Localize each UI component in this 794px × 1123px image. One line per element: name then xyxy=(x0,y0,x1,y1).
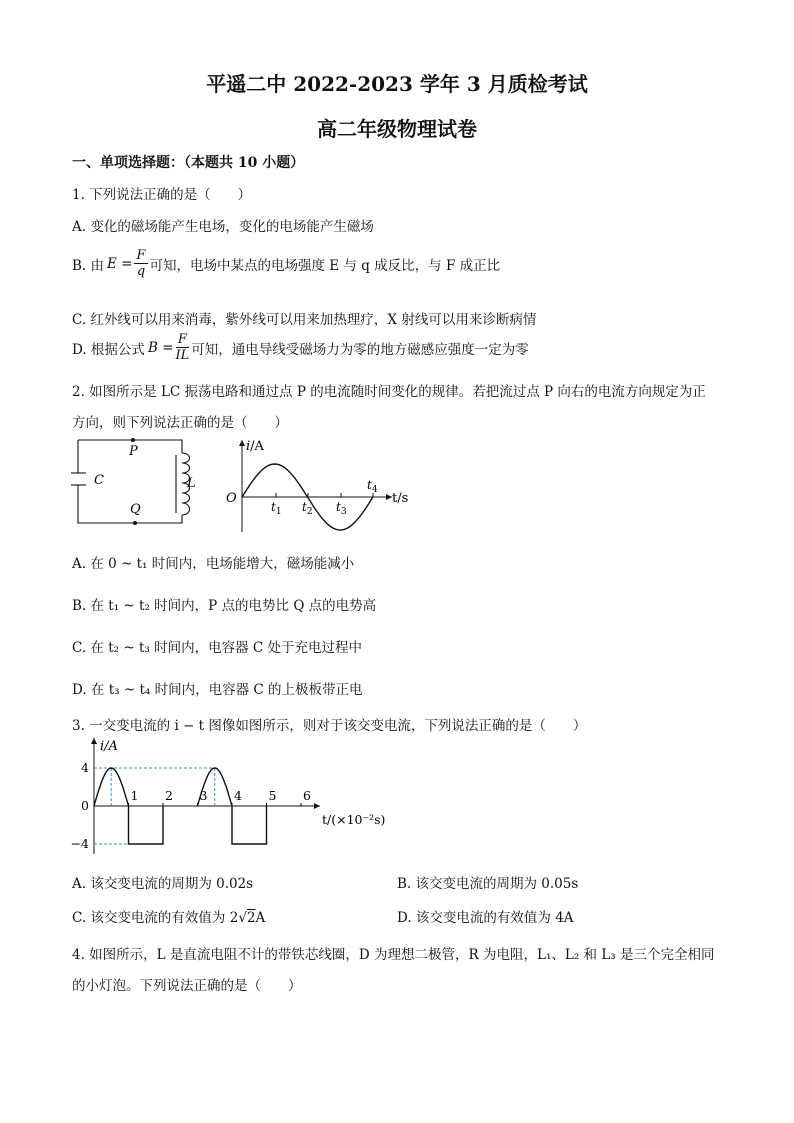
graph-t1-label: $t_1$ xyxy=(271,500,282,517)
label-c: C xyxy=(94,473,104,488)
q1-option-b xyxy=(72,248,500,279)
label-p: P xyxy=(129,444,138,459)
node-q-dot xyxy=(133,521,137,525)
q3-option-b: B. 该交变电流的周期为 0.05s xyxy=(397,876,579,892)
q4-stem-line2: 的小灯泡。下列说法正确的是（ ） xyxy=(72,978,302,994)
q1-stem: 1. 下列说法正确的是（ ） xyxy=(72,187,252,203)
lc-circuit-diagram xyxy=(70,435,200,527)
q3-x-tick-label-6: 6 xyxy=(303,788,311,803)
graph-origin-label: O xyxy=(226,491,237,506)
q2-stem-line1: 2. 如图所示是 LC 振荡电路和通过点 P 的电流随时间变化的规律。若把流过点 P 向右的电流方向规定为正 xyxy=(72,384,706,400)
q1-b-suffix: 可知，电场中某点的电场强度 E 与 q 成反比，与 F 成正比 xyxy=(149,257,501,274)
paper-subtitle: 高二年级物理试卷 xyxy=(317,117,477,141)
q3-c-prefix: C. 该交变电流的有效值为 2 xyxy=(72,910,239,926)
q1-d-equation: B = xyxy=(147,339,174,356)
q3-stem: 3. 一交变电流的 i − t 图像如图所示，则对于该交变电流，下列说法正确的是（ ） xyxy=(72,718,587,734)
q3-option-c xyxy=(72,906,265,926)
q1-d-suffix: 可知，通电导线受磁场力为零的地方磁感应强度一定为零 xyxy=(191,341,529,358)
node-p-dot xyxy=(131,438,135,442)
q1-option-d xyxy=(72,332,529,363)
q3-x-tick-label-2: 2 xyxy=(165,788,173,803)
q3-series-segment-2 xyxy=(129,806,164,844)
label-q: Q xyxy=(130,502,141,517)
q1-d-numerator: F xyxy=(177,332,187,347)
q3-x-tick-label-5: 5 xyxy=(268,788,277,803)
q3-c-sqrt-value: 2 xyxy=(246,910,256,926)
q1-option-c: C. 红外线可以用来消毒，紫外线可以用来加热理疗，X 射线可以用来诊断病情 xyxy=(72,312,537,328)
graph-y-label: i/A xyxy=(246,439,264,454)
q2-option-d: D. 在 t₃ ~ t₄ 时间内，电容器 C 的上极板带正电 xyxy=(72,682,363,698)
q1-d-fraction xyxy=(175,332,189,363)
q3-option-d: D. 该交变电流的有效值为 4A xyxy=(397,910,574,926)
graph-t4-label: $t_4$ xyxy=(367,478,378,495)
q1-option-a: A. 变化的磁场能产生电场，变化的电场能产生磁场 xyxy=(72,219,374,235)
q3-chart xyxy=(70,734,400,858)
q3-y-tick-label-1: 0 xyxy=(81,798,89,813)
q1-b-equation: E = xyxy=(107,255,133,272)
q3-x-tick-label-1: 1 xyxy=(130,788,139,803)
q3-x-tick-label-4: 4 xyxy=(234,788,242,803)
q2-stem-line2: 方向，则下列说法正确的是（ ） xyxy=(72,415,288,431)
section-heading: 一、单项选择题：（本题共 10 小题） xyxy=(72,155,305,171)
q3-x-tick-label-3: 3 xyxy=(199,788,208,803)
q1-b-fraction xyxy=(134,248,147,279)
q3-y-axis-label: i/A xyxy=(100,739,118,754)
graph-t2-label: $t_2$ xyxy=(302,500,313,517)
q3-y-tick-label-2: −4 xyxy=(70,836,89,851)
q1-d-denominator: IL xyxy=(175,348,190,363)
q3-y-tick-label-0: 4 xyxy=(81,760,89,775)
q1-b-prefix: B. 由 xyxy=(72,257,105,274)
q2-option-b: B. 在 t₁ ~ t₂ 时间内，P 点的电势比 Q 点的电势高 xyxy=(72,598,377,614)
graph-t3-label: $t_3$ xyxy=(336,500,347,517)
label-l: L xyxy=(187,476,196,491)
q1-b-denominator: q xyxy=(136,264,146,279)
q2-option-c: C. 在 t₂ ~ t₃ 时间内，电容器 C 处于充电过程中 xyxy=(72,640,362,656)
q4-stem-line1: 4. 如图所示，L 是直流电阻不计的带铁芯线圈，D 为理想二极管，R 为电阻，L₁、L₂ 和 L₃ 是三个完全相同 xyxy=(72,947,715,963)
exam-title: 平遥二中 2022-2023 学年 3 月质检考试 xyxy=(206,72,588,96)
q3-x-axis-label: t/(×10⁻²s) xyxy=(322,812,386,827)
q3-c-unit: A xyxy=(255,910,266,926)
lc-current-graph xyxy=(222,436,422,536)
q1-b-numerator: F xyxy=(136,248,146,263)
q3-c-sqrt-sign: √ xyxy=(238,910,247,926)
q3-series-segment-4 xyxy=(232,806,267,844)
q2-option-a: A. 在 0 ~ t₁ 时间内，电场能增大，磁场能减小 xyxy=(72,556,355,572)
q3-option-a: A. 该交变电流的周期为 0.02s xyxy=(72,876,254,892)
q1-d-prefix: D. 根据公式 xyxy=(72,341,145,358)
graph-x-label: t/s xyxy=(392,491,409,506)
